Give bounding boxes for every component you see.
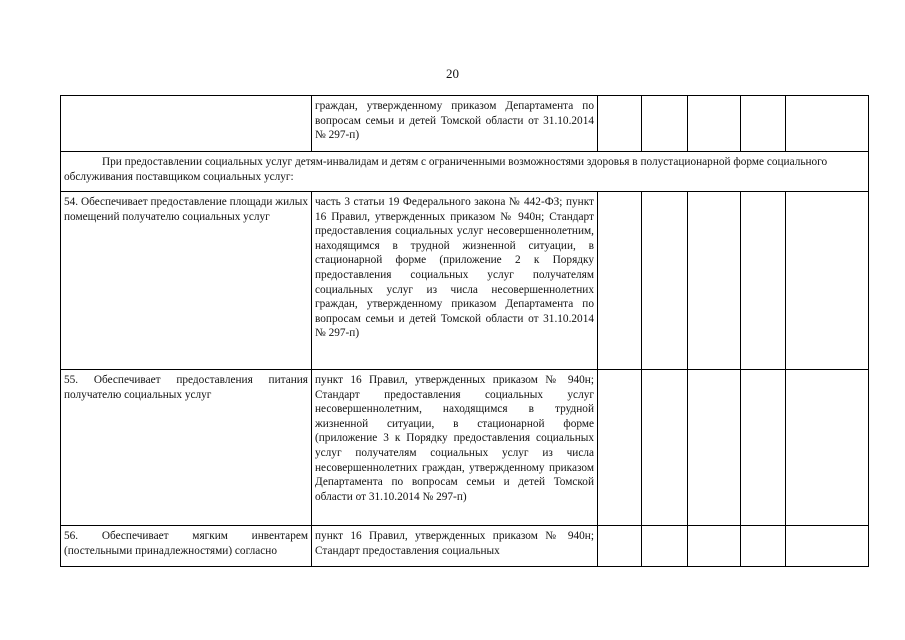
compliance-table (60, 95, 869, 567)
table-row (61, 96, 869, 152)
answer-yes-cell (598, 96, 642, 152)
requirement-cell: 54. Обеспечивает предоставление площади жилых помещений получателю социальных услуг (61, 192, 312, 370)
section-heading-text: При предоставлении социальных услуг детям-инвалидам и детям с ограниченными возможностями здоровья в полустационарной форме социального обслуживания поставщиком социальных услуг: (64, 156, 828, 183)
legal-basis-cell: граждан, утвержденному приказом Департамента по вопросам семьи и детей Томской области от 31.10.2014 № 297-п) (312, 96, 598, 152)
section-heading-cell (61, 152, 869, 192)
requirement-cell (61, 96, 312, 152)
table-row (61, 370, 869, 526)
note-cell (741, 526, 786, 567)
requirement-cell: 56. Обеспечивает мягким инвентарем (постельными принадлежностями) согласно (61, 526, 312, 567)
legal-basis-cell: часть 3 статьи 19 Федерального закона № 442-ФЗ; пункт 16 Правил, утвержденных приказом № 940н; Стандарт предоставления социальных услуг несовершеннолетним, находящимся в трудной жизненной ситуации, в стационарной форме (приложение 2 к Порядку предоставления социальных услуг получателям социальных услуг из числа несовершеннолетних граждан, утвержденному приказом Департамента по вопросам семьи и детей Томской области от 31.10.2014 № 297-п) (312, 192, 598, 370)
page-number: 20 (446, 66, 459, 81)
table-row (61, 192, 869, 370)
answer-no-cell (642, 370, 688, 526)
answer-no-cell (642, 96, 688, 152)
answer-na-cell (688, 96, 741, 152)
legal-basis-cell: пункт 16 Правил, утвержденных приказом № 940н; Стандарт предоставления социальных услуг несовершеннолетним, находящимся в трудной жизненной ситуации, в стационарной форме (приложение 3 к Порядку предоставления социальных услуг получателям социальных услуг из числа несовершеннолетних граждан, утвержденному приказом Департамента по вопросам семьи и детей Томской области от 31.10.2014 № 297-п) (312, 370, 598, 526)
answer-yes-cell (598, 370, 642, 526)
table-row (61, 526, 869, 567)
answer-yes-cell (598, 526, 642, 567)
note-cell (741, 370, 786, 526)
answer-na-cell (688, 370, 741, 526)
note-cell (741, 96, 786, 152)
answer-no-cell (642, 526, 688, 567)
comment-cell (786, 526, 869, 567)
comment-cell (786, 96, 869, 152)
comment-cell (786, 370, 869, 526)
legal-basis-cell: пункт 16 Правил, утвержденных приказом № 940н; Стандарт предоставления социальных (312, 526, 598, 567)
answer-yes-cell (598, 192, 642, 370)
answer-na-cell (688, 192, 741, 370)
comment-cell (786, 192, 869, 370)
note-cell (741, 192, 786, 370)
section-heading-row (61, 152, 869, 192)
answer-na-cell (688, 526, 741, 567)
answer-no-cell (642, 192, 688, 370)
requirement-cell: 55. Обеспечивает предоставления питания получателю социальных услуг (61, 370, 312, 526)
